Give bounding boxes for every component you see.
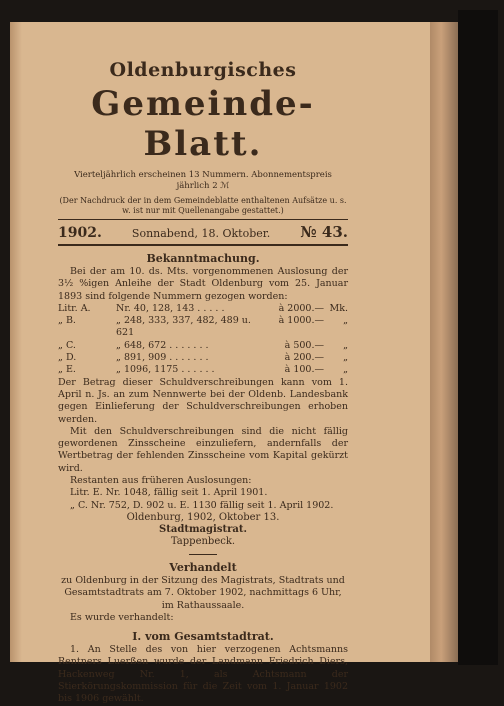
coupon-paragraph: Mit den Schuldverschreibungen sind die nicht fällig gewordenen Zinsscheine einzuliefern, andernfalls der Wertbetrag der fehlenden Zinsscheine vom Kapital gekürzt wird. — [58, 425, 348, 474]
lot-amount: à 2000.— — [278, 302, 324, 314]
lot-amount: à 100.— — [284, 364, 324, 376]
issue-number: № 43. — [300, 223, 348, 241]
lot-label: „ E. — [58, 364, 76, 376]
bekanntmachung-intro: Bei der am 10. ds. Mts. vorgenommenen Auslosung der 3½ %igen Anleihe der Stadt Oldenburg vom 25. Januar 1893 sind folgende Nummern gezogen worden: — [58, 266, 348, 302]
lot-currency: „ — [343, 339, 348, 351]
page-edge-shadow — [10, 22, 22, 662]
lot-label: Litr. A. — [58, 302, 91, 314]
lottery-row — [58, 364, 348, 376]
place-date: Oldenburg, 1902, Oktober 13. — [126, 511, 280, 523]
lot-currency: „ — [343, 352, 348, 364]
book-cover-board — [458, 10, 498, 665]
lot-amount: à 500.— — [284, 339, 324, 351]
lottery-row — [58, 352, 348, 364]
dateline-rule — [58, 244, 348, 246]
verhandelt-heading: Verhandelt — [169, 560, 237, 574]
lot-label: „ C. — [58, 339, 76, 351]
lot-label: „ B. — [58, 315, 76, 327]
top-rule — [58, 219, 348, 220]
lot-numbers: „ 248, 333, 337, 482, 489 u. 621 — [116, 315, 251, 339]
issue-dateline — [58, 223, 348, 241]
lottery-row — [58, 315, 348, 340]
section-separator — [189, 554, 217, 555]
payment-paragraph: Der Betrag dieser Schuldverschreibungen kann vom 1. April n. Js. an zum Nennwerte bei der Oldenb. Landesbank gegen Einlieferung der Schuldverschreibungen erhoben werden. — [58, 376, 348, 425]
lot-label: „ D. — [58, 352, 77, 364]
gesamtstadtrat-heading: I. vom Gesamtstadtrat. — [132, 630, 274, 644]
lottery-list — [58, 303, 348, 377]
newspaper-content — [58, 58, 348, 706]
item-1: 1. An Stelle des von hier verzogenen Achtsmanns Rentners Luerßen wurde der Landmann Friedrich Diers, Hackenweg Nr. 1, als Achtsmann der Stierkörungskommission für die Zeit vom 1. Januar 1902 bis 1906 gewählt. — [58, 644, 348, 705]
bekanntmachung-heading: Bekanntmachung. — [146, 252, 260, 265]
es-wurde-verhandelt: Es wurde verhandelt: — [70, 611, 174, 623]
reprint-note: (Der Nachdruck der in dem Gemeindeblatte enthaltenen Aufsätze u. s. w. ist nur mit Quellenangabe gestattet.) — [59, 196, 347, 215]
issue-date: Sonnabend, 18. Oktober. — [131, 227, 271, 240]
lot-numbers: „ 648, 672 . . . . . . . — [116, 339, 209, 351]
book-spine — [430, 22, 458, 662]
lot-currency: „ — [343, 315, 348, 327]
lot-currency: „ — [343, 364, 348, 376]
lot-numbers: Nr. 40, 128, 143 . . . . . — [116, 302, 225, 314]
lot-numbers: „ 1096, 1175 . . . . . . — [116, 364, 215, 376]
lot-currency: Mk. — [329, 302, 348, 314]
subscription-info: Vierteljährlich erscheinen 13 Nummern. Abonnementspreis jährlich 2 ℳ — [74, 170, 332, 191]
restanten-label: Restanten aus früheren Auslosungen: — [70, 475, 252, 487]
restanten-item: „ C. Nr. 752, D. 902 u. E. 1130 fällig seit 1. April 1902. — [70, 499, 334, 511]
restanten-item: Litr. E. Nr. 1048, fällig seit 1. April 1901. — [70, 487, 268, 499]
lottery-row — [58, 340, 348, 352]
signature-office: Stadtmagistrat. — [159, 523, 247, 535]
lottery-row — [58, 303, 348, 315]
masthead-line1: Oldenburgisches — [109, 59, 297, 81]
verhandelt-intro: zu Oldenburg in der Sitzung des Magistrats, Stadtrats und Gesamtstadtrats am 7. Oktober 1902, nachmittags 6 Uhr, im Rathaussaale. — [61, 574, 345, 611]
lot-numbers: „ 891, 909 . . . . . . . — [116, 352, 209, 364]
signature-name: Tappenbeck. — [170, 535, 236, 547]
lot-amount: à 200.— — [284, 352, 324, 364]
masthead-line2: Gemeinde-Blatt. — [91, 84, 315, 164]
issue-year: 1902. — [58, 225, 102, 241]
lot-amount: à 1000.— — [278, 315, 324, 327]
